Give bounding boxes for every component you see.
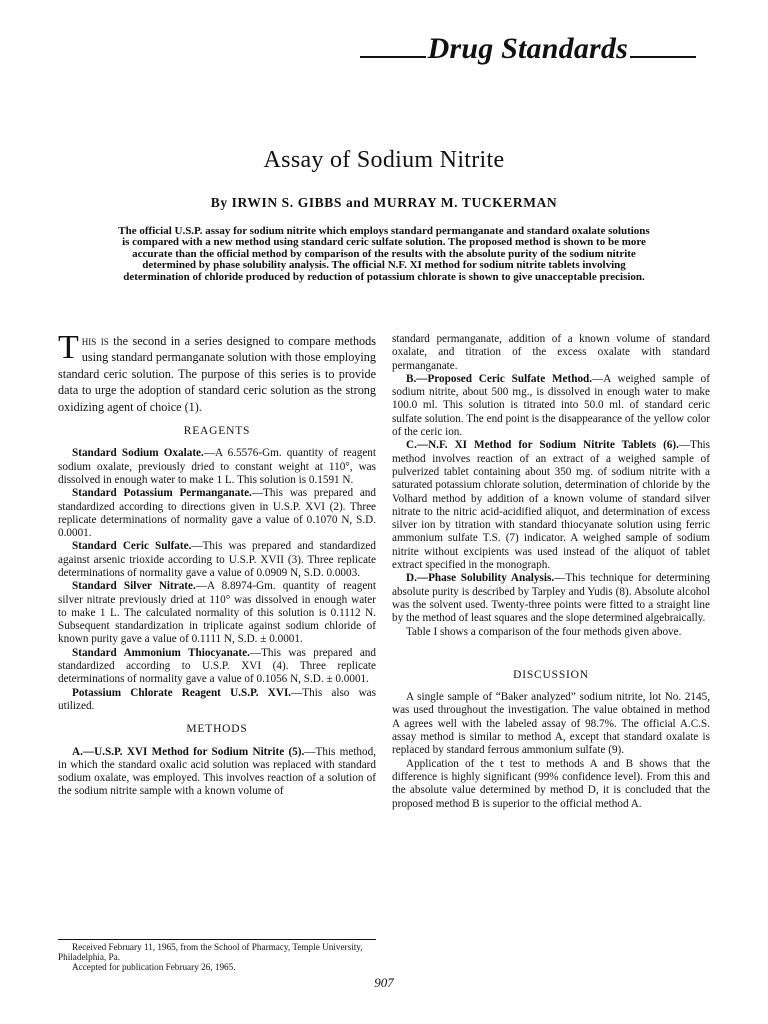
method-b (392, 373, 710, 439)
reagent-text: —This was prepared and standardized according to U.S.P. XVI (4). Three replicate determinations of normality gave a value of 0.1056 N, S.D. ± 0.0001. (58, 646, 376, 686)
discussion-heading: DISCUSSION (513, 668, 589, 681)
method-a (58, 746, 376, 799)
method-c (392, 439, 710, 572)
reagent-text: —This also was utilized. (58, 686, 377, 712)
reagents-heading: REAGENTS (183, 425, 251, 438)
reagent-label: Standard Silver Nitrate. (72, 580, 196, 593)
intro-smallcaps: his is (81, 334, 109, 348)
reagent-label: Standard Ammonium Thiocyanate. (72, 646, 250, 659)
method-d-label: D.—Phase Solubility Analysis. (406, 572, 555, 585)
header-rule-right (630, 56, 696, 58)
reagent-item (58, 580, 376, 646)
method-c-label: C.—N.F. XI Method for Sodium Nitrite Tablets (6). (406, 439, 679, 452)
method-d-text: —This technique for determining absolute purity is described by Tarpley and Yudis (8). Absolute alcohol was the solvent used. Twenty-three points were fitted to a straight line by the method of least squares and the slope determined algebraically. (392, 572, 711, 625)
discussion-paragraph-1: A single sample of “Baker analyzed” sodium nitrite, lot No. 2145, was used throughout the investigation. The value obtained in method A agrees well with the labeled assay of 98.7%. The official A.C.S. assay method is similar to method A, except that standard oxalate is replaced by standard ferrous ammonium sulfate (9). (392, 691, 710, 757)
section-title: Drug Standards (427, 32, 628, 65)
footnote (58, 939, 376, 973)
method-b-text: —A weighed sample of sodium nitrite, about 500 mg., is dissolved in enough water to make 100.0 ml. This solution is titrated into 50.0 ml. of standard ceric sulfate solution. The end point is the disappearance of the yellow color of the ceric ion. (392, 372, 710, 439)
intro-paragraph (58, 329, 376, 415)
method-c-text: —This method involves reaction of an extract of a weighed sample of pulverized tablet containing about 350 mg. of sodium nitrite with a saturated potassium chlorate solution, determination of chloride by the Volhard method by addition of a known volume of standard silver nitrate to the nitric acid-acidified aliquot, and determination of excess silver ion by titration with standard thiocyanate solution using ferric ammonium sulfate T.S. (7) indicator. A weighed sample of sodium nitrite without excipients was used instead of the aliquot of tablet extract specified in the monograph. (392, 439, 710, 572)
reagent-text: —This was prepared and standardized according to directions given in U.S.P. XVI (2). Three replicate determinations of normality gave a value of 0.1070 N, S.D. 0.0001. (58, 487, 376, 540)
reagent-item (58, 447, 376, 487)
article-byline: By IRWIN S. GIBBS and MURRAY M. TUCKERMAN (210, 195, 558, 210)
method-a-label: A.—U.S.P. XVI Method for Sodium Nitrite (5). (72, 745, 305, 758)
method-a-continued: standard permanganate, addition of a known volume of standard oxalate, and titration of the excess oxalate with standard permanganate. (392, 333, 710, 372)
method-b-label: B.—Proposed Ceric Sulfate Method. (406, 372, 593, 385)
section-header (358, 32, 698, 66)
reagent-text: —A 8.8974-Gm. quantity of reagent silver nitrate previously dried at 110° was dissolved in enough water to make 1 L. The calculated normality of this solution is 0.1112 N. Subsequent standardization in triplicate against sodium chloride of known purity gave a value of 0.1111 N, S.D. ± 0.0001. (58, 580, 376, 646)
footnote-accepted: Accepted for publication February 26, 1965. (72, 962, 236, 973)
reagent-text: —This was prepared and standardized against arsenic trioxide according to U.S.P. XVII (3). Three replicate determinations of normality gave a value of 0.0909 N, S.D. 0.0003. (58, 540, 376, 579)
left-column (58, 329, 377, 799)
reagent-label: Standard Potassium Permanganate. (72, 487, 252, 500)
reagent-item (58, 687, 376, 714)
article-title: Assay of Sodium Nitrite (263, 147, 505, 173)
footnote-received: Received February 11, 1965, from the School of Pharmacy, Temple University, Philadelphia, Pa. (58, 942, 363, 963)
page-number: 907 (374, 975, 394, 990)
reagent-item (58, 540, 376, 580)
drop-cap: T (58, 329, 79, 366)
reagent-label: Standard Sodium Oxalate. (72, 447, 204, 460)
abstract-text: The official U.S.P. assay for sodium nitrite which employs standard permanganate and standard oxalate solutions is compared with a new method using standard ceric sulfate solution. The proposed method is shown to be more accurate than the official method by comparison of the results with the absolute purity of the sodium nitrite determined by phase solubility analysis. The official N.F. XI method for sodium nitrite tablets involving determination of chloride produced by reduction of potassium chlorate is shown to give unacceptable precision. (118, 225, 650, 283)
intro-text: the second in a series designed to compare methods using standard permanganate solution with those employing standard ceric solution. The purpose of this series is to provide data to urge the adoption of standard ceric solution as the strong oxidizing agent of choice (1). (58, 334, 376, 414)
table-note: Table I shows a comparison of the four methods given above. (406, 625, 682, 638)
reagent-text: —A 6.5576-Gm. quantity of reagent sodium oxalate, previously dried to constant weight at 110°, was dissolved in enough water to make 1 L. This solution is 0.1591 N. (58, 447, 376, 486)
reagent-item (58, 647, 376, 687)
reagent-label: Potassium Chlorate Reagent U.S.P. XVI. (72, 686, 292, 699)
right-column (392, 333, 710, 811)
abstract (116, 226, 652, 283)
reagent-label: Standard Ceric Sulfate. (72, 540, 192, 553)
discussion-paragraph-2: Application of the t test to methods A and B shows that the difference is highly significant (99% confidence level). From this and the absolute value determined by method D, it is concluded that the proposed method B is superior to the official method A. (392, 757, 710, 810)
method-d (392, 572, 710, 625)
method-a-text: —This method, in which the standard oxalic acid solution was replaced with standard sodium oxalate, was employed. This involves reaction of a solution of the sodium nitrite sample with a known volume of (58, 745, 377, 798)
methods-heading: METHODS (186, 723, 248, 736)
reagent-item (58, 487, 376, 540)
header-rule-left (360, 56, 426, 58)
